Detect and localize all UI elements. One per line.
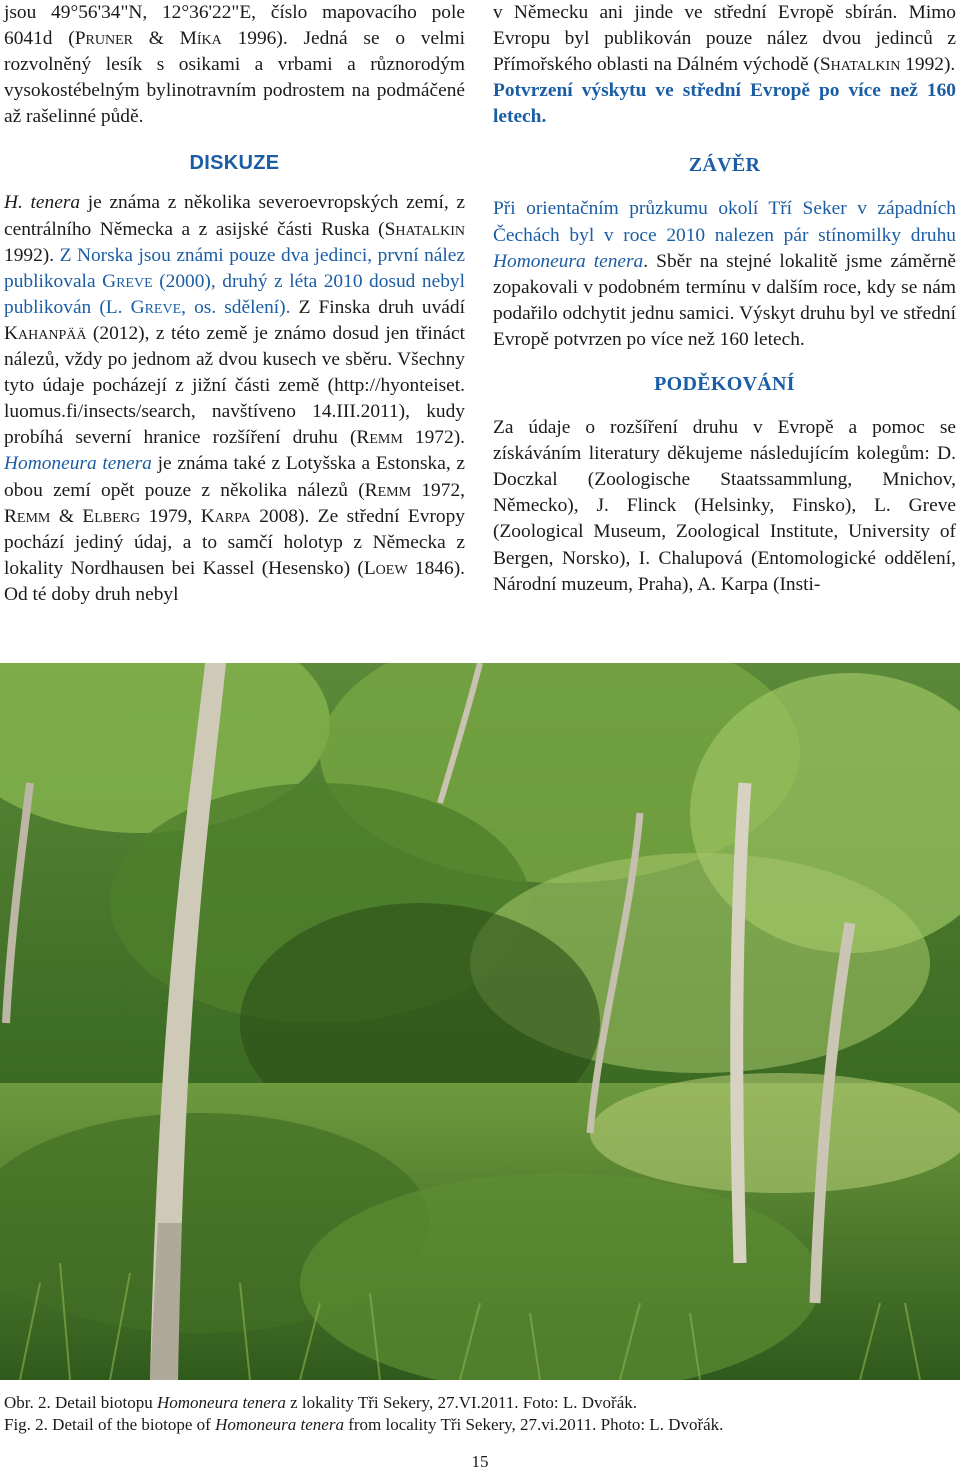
heading-diskuze: DISKUZE xyxy=(189,152,280,175)
caption-cz-species: Homoneura tenera xyxy=(156,1393,286,1412)
disc-text: 1979, xyxy=(140,505,201,527)
disc-text: 1992). xyxy=(4,244,60,266)
author-karpa: Karpa xyxy=(200,505,251,527)
disc-text-blue: , os. sdělení). xyxy=(181,296,299,318)
disc-text: 2008). Ze střední Evropy pochází jediný údaj, a to samčí holotyp z Německa z lokality Nordhausen bei Kassel (Hesensko) ( xyxy=(4,505,465,579)
acknowledgement-paragraph: Za údaje o rozšíření druhu v Evropě a pomoc se získáváním literatury děkujeme následujícím kolegům: D. Doczkal (Zoologische Staatssammlung, Mnichov, Německo), J. Flinck (Helsinky, Finsko), L. Greve (Zoological Museum, Zoological Institute, University of Bergen, Norsko), I. Chalupová (Entomologické oddělení, Národní muzeum, Praha), A. Karpa (Insti- xyxy=(493,417,956,595)
author-loew: Loew xyxy=(363,557,408,579)
right-column xyxy=(493,0,956,598)
caption-en-species: Homoneura tenera xyxy=(215,1415,344,1434)
page-number: 15 xyxy=(471,1452,489,1471)
conclusion-text: Při orientačním průzkumu okolí Tří Seker v západních Čechách byl v roce 2010 nalezen pár stínomilky druhu xyxy=(493,198,956,246)
author-greve-2: Greve xyxy=(130,296,182,318)
author-elberg: Elberg xyxy=(82,505,141,527)
heading-zaver: ZÁVĚR xyxy=(688,154,761,177)
conclusion-text-2: . Sběr na stejné lokalitě jsme záměrně zopakovali v podobném termínu v dalším roce, kdy se nám podařilo odchytit jednu samici. Výskyt druhu byl ve střední Evropě potvrzen po více než 160 letech. xyxy=(493,250,956,350)
author-pruner: Pruner xyxy=(74,28,133,50)
intro-text-3: 1996). Jedná se o velmi rozvolněný lesík s osikami a vrbami a různorodým vysokostébelným bylinotravním podrostem na podmáčené až rašelinné půdě. xyxy=(4,28,465,128)
conclusion-paragraph xyxy=(493,196,956,353)
author-shatalkin-2: Shatalkin xyxy=(819,54,901,76)
disc-text: & xyxy=(50,505,83,527)
author-remm-3: Remm xyxy=(4,505,51,527)
left-column xyxy=(4,0,465,608)
disc-text: (2012), z této země je známo dosud jen třináct nálezů, vždy po jednom až dvou kusech ve sběru. Všechny tyto údaje pocházejí z jižní části země (http://hyonteiset. luomus.fi/insects/search, navštíveno 14.III.2011), kudy probíhá severní hranice rozšíření druhu ( xyxy=(4,322,465,449)
disc-text: je známa z několika severoevropských zemí, z centrálního Německa a z asijské části Ruska ( xyxy=(4,192,465,240)
caption-cz-text: Obr. 2. Detail biotopu xyxy=(4,1393,157,1412)
biotope-photo xyxy=(0,663,960,1380)
cont-text: 1992). xyxy=(900,54,956,76)
intro-amp: & xyxy=(132,28,180,50)
highlight-statement: Potvrzení výskytu ve střední Evropě po více než 160 letech. xyxy=(493,80,956,128)
heading-podekovani: PODĚKOVÁNÍ xyxy=(654,373,795,396)
species-name: Homoneura tenera xyxy=(4,453,152,475)
intro-text-1: jsou 49°56'34"N, 12°36'22"E, číslo mapovacího pole xyxy=(4,2,465,23)
discussion-paragraph xyxy=(4,190,465,608)
caption-czech xyxy=(4,1393,954,1413)
caption-en-text: Fig. 2. Detail of the biotope of xyxy=(4,1415,216,1434)
continuation-paragraph xyxy=(493,0,956,78)
caption-english xyxy=(4,1415,954,1435)
species-name-2: Homoneura tenera xyxy=(493,250,644,272)
author-shatalkin: Shatalkin xyxy=(384,218,465,240)
intro-text-2: 6041d ( xyxy=(4,28,75,50)
author-mika: Míka xyxy=(179,28,222,50)
author-kahanpaa: Kahanpää xyxy=(4,322,87,344)
disc-text: 1846). Od té doby druh nebyl xyxy=(4,557,465,605)
disc-text: 1972, xyxy=(411,479,465,501)
cont-text: v Německu ani jinde ve střední Evropě sbírán. Mimo Evropu byl publikován pouze nález dvou jedinců z Přímořského oblasti na Dálném východě ( xyxy=(493,2,956,76)
disc-text: je známa také z Lotyšska a Estonska, z obou zemí opět pouze z několika nálezů ( xyxy=(4,453,465,501)
disc-text-blue: Z Norska jsou známi pouze dva jedinci, první nález publikovala xyxy=(4,244,466,292)
author-greve: Greve xyxy=(102,270,153,292)
disc-text: 1972). xyxy=(402,427,465,449)
author-remm-2: Remm xyxy=(364,479,412,501)
intro-paragraph xyxy=(4,0,465,130)
caption-cz-text-2: z lokality Tři Sekery, 27.VI.2011. Foto: L. Dvořák. xyxy=(285,1393,638,1412)
author-remm: Remm xyxy=(356,427,403,449)
disc-text: Z Finska druh uvádí xyxy=(298,296,465,318)
caption-en-text-2: from locality Tři Sekery, 27.vi.2011. Photo: L. Dvořák. xyxy=(343,1415,724,1434)
disc-text-blue: (2000), druhý z léta 2010 dosud nebyl publikován (L. xyxy=(4,270,465,318)
species-abbrev: H. tenera xyxy=(4,192,81,214)
